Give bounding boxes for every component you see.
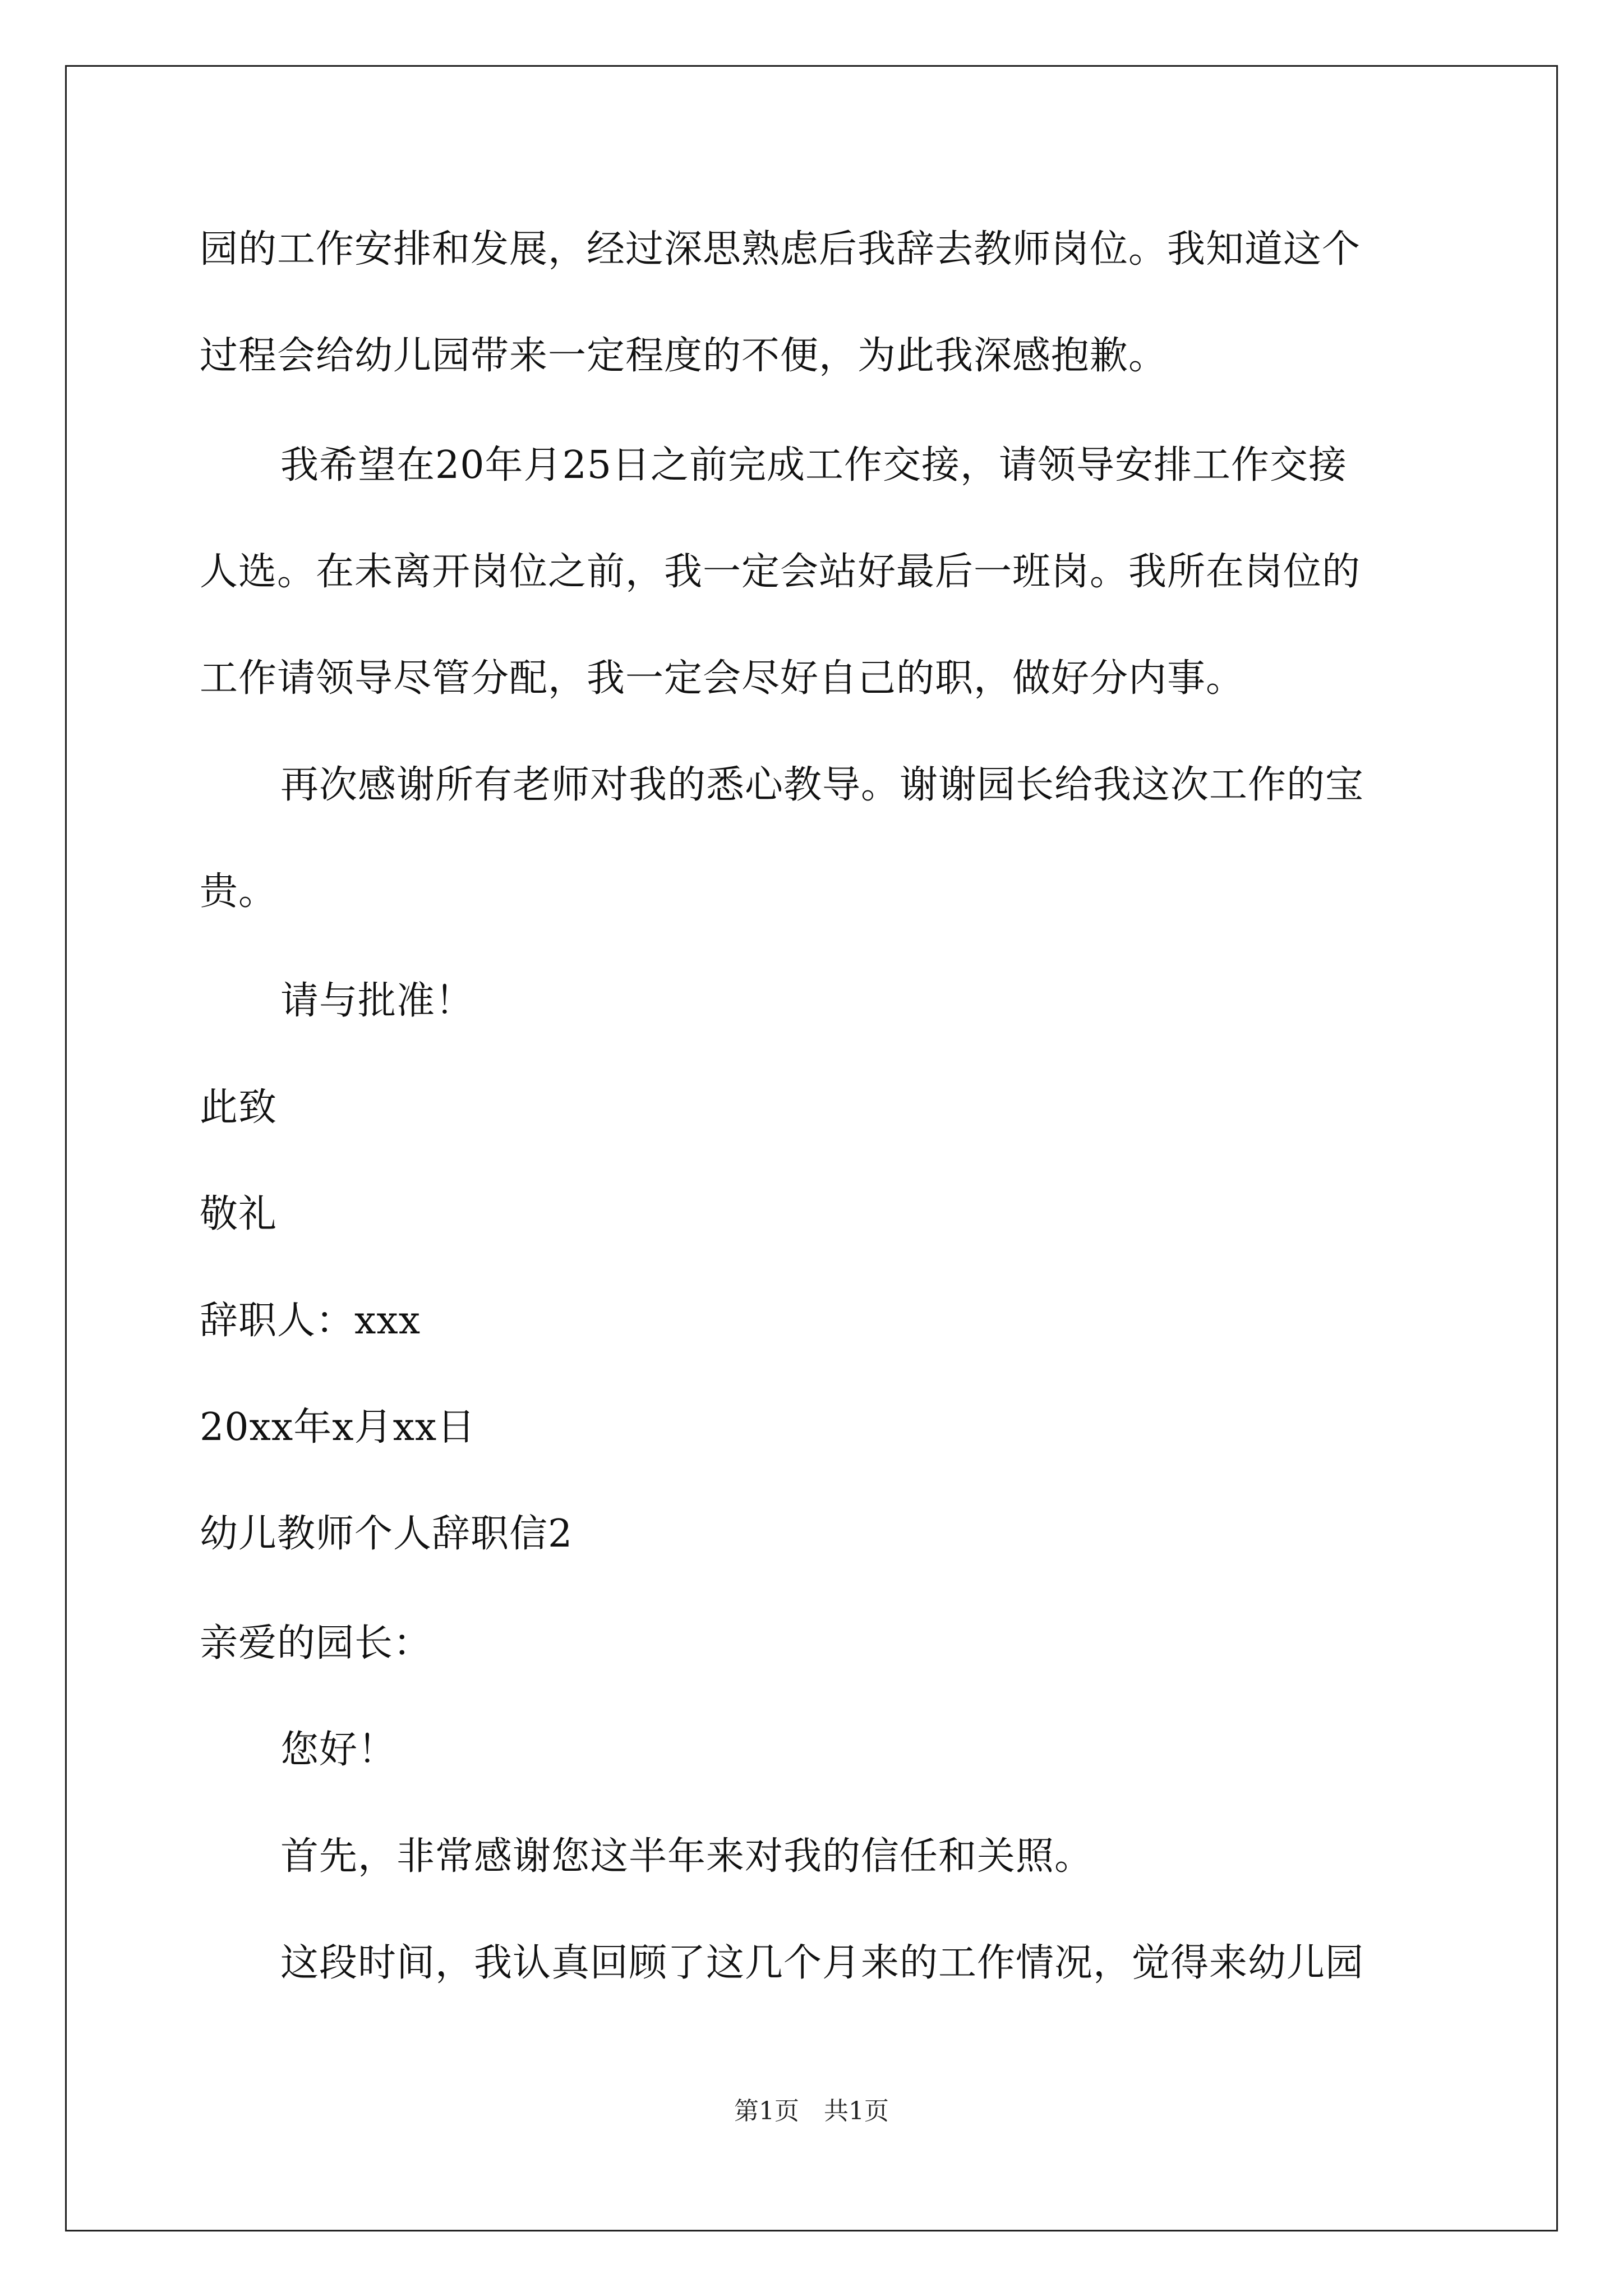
salutation-line: 亲爱的园长：	[200, 1621, 432, 1665]
body-line: 人选。在未离开岗位之前，我一定会站好最后一班岗。我所在岗位的	[200, 550, 1361, 594]
body-line: 我希望在20年月25日之前完成工作交接，请领导安排工作交接	[280, 443, 1348, 487]
closing-line: 此致	[200, 1085, 278, 1130]
body-line: 再次感谢所有老师对我的悉心教导。谢谢园长给我这次工作的宝	[280, 763, 1364, 807]
page-number: 第1页 共1页	[734, 2097, 889, 2125]
body-line: 首先，非常感谢您这半年来对我的信任和关照。	[280, 1834, 1094, 1879]
body-line: 过程会给幼儿园带来一定程度的不便，为此我深感抱歉。	[200, 334, 1168, 378]
body-line: 这段时间，我认真回顾了这几个月来的工作情况，觉得来幼儿园	[280, 1941, 1364, 1985]
section-heading: 幼儿教师个人辞职信2	[200, 1512, 573, 1556]
page-border	[65, 65, 1558, 2231]
greeting-line: 您好！	[280, 1728, 397, 1772]
date-line: 20xx年x月xx日	[200, 1405, 476, 1450]
body-line: 园的工作安排和发展，经过深思熟虑后我辞去教师岗位。我知道这个	[200, 227, 1361, 272]
closing-line: 敬礼	[200, 1192, 278, 1236]
body-line: 贵。	[200, 869, 278, 914]
body-line: 工作请领导尽管分配，我一定会尽好自己的职，做好分内事。	[200, 656, 1245, 701]
body-line: 请与批准！	[280, 979, 474, 1023]
signature-line: 辞职人：xxx	[200, 1299, 421, 1343]
